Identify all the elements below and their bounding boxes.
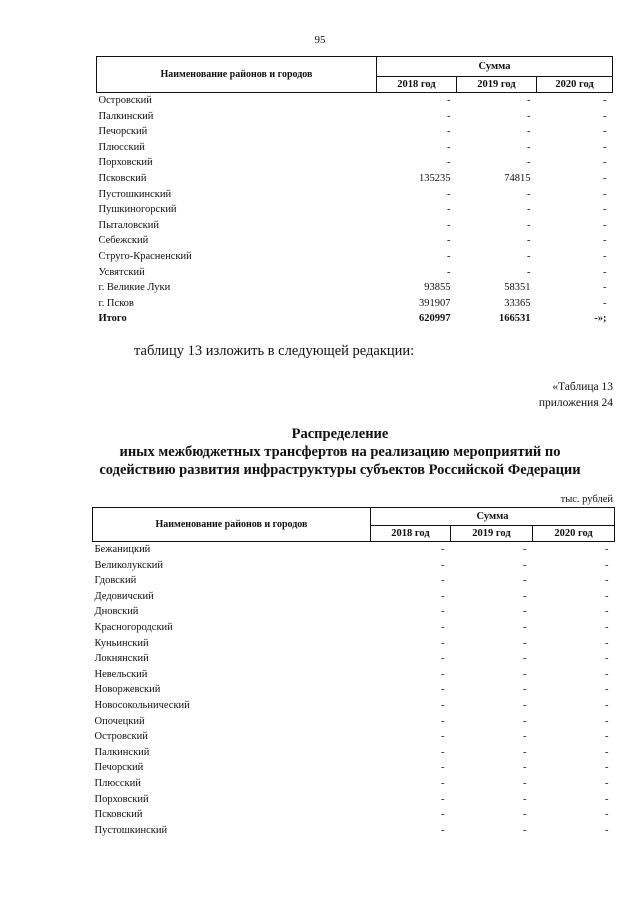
header-name-column: Наименование районов и городов: [93, 508, 371, 542]
value-2018: -: [441, 684, 445, 696]
value-2018: -: [441, 575, 445, 587]
value-2019: -: [527, 110, 531, 122]
value-2020: -: [603, 110, 607, 122]
table-row: [93, 667, 615, 683]
table-row: [97, 124, 613, 140]
value-2019: -: [523, 824, 527, 836]
page-number: 95: [314, 34, 326, 46]
value-2020: -: [605, 590, 609, 602]
value-2018: -: [447, 110, 451, 122]
region-name: г. Псков: [98, 297, 134, 309]
value-2019: -: [523, 699, 527, 711]
value-2018: -: [441, 653, 445, 665]
value-2019: -: [523, 621, 527, 633]
region-name: Островский: [98, 95, 152, 106]
table-row: [93, 823, 615, 839]
region-name: Струго-Красненский: [98, 250, 192, 262]
value-2018: 620997: [419, 313, 451, 325]
table-reference-line2: приложения 24: [538, 397, 613, 409]
value-2019: -: [527, 126, 531, 138]
table-row: [97, 140, 613, 156]
table-row: [97, 233, 613, 249]
region-name: Новосокольнический: [94, 699, 190, 711]
heading-line1: Распределение: [291, 426, 389, 442]
value-2018: -: [441, 824, 445, 836]
value-2018: -: [441, 621, 445, 633]
value-2020: -: [605, 777, 609, 789]
value-2019: -: [527, 250, 531, 262]
value-2018: -: [447, 157, 451, 169]
region-name: Порховский: [98, 157, 153, 169]
table-row: [93, 620, 615, 636]
value-2020: -: [605, 762, 609, 774]
value-2018: -: [441, 731, 445, 743]
value-2019: -: [527, 266, 531, 278]
value-2018: -: [441, 746, 445, 758]
value-2020: -: [605, 575, 609, 587]
table-row: [93, 760, 615, 776]
value-2019: 166531: [499, 313, 531, 325]
table-row: [93, 542, 615, 558]
table-reference-line1: «Таблица 13: [552, 381, 613, 393]
value-2019: -: [523, 746, 527, 758]
value-2019: -: [527, 157, 531, 169]
value-2020: -: [603, 188, 607, 200]
value-2019: -: [523, 809, 527, 821]
value-2019: -: [523, 559, 527, 571]
header-year-2020: 2020 год: [537, 77, 613, 93]
value-2020: -: [603, 250, 607, 262]
table-row: [97, 218, 613, 234]
value-2020: -: [605, 637, 609, 649]
value-2019: -: [527, 204, 531, 216]
value-2018: 93855: [424, 282, 451, 294]
region-name: Пустошкинский: [94, 824, 168, 836]
region-name: Островский: [94, 731, 148, 743]
value-2019: -: [523, 653, 527, 665]
table-row: [93, 573, 615, 589]
header-year-2019: 2019 год: [457, 77, 537, 93]
value-2020: -: [603, 141, 607, 153]
table-row: [97, 93, 613, 109]
value-2018: -: [441, 559, 445, 571]
region-name: Пустошкинский: [98, 188, 172, 200]
value-2019: 58351: [504, 282, 531, 294]
heading-line3: содействию развития инфраструктуры субъектов Российской Федерации: [99, 462, 581, 478]
region-name: Псковский: [94, 809, 143, 821]
value-2019: -: [523, 793, 527, 805]
value-2020: -: [603, 157, 607, 169]
region-name: Порховский: [94, 793, 149, 805]
allocation-table-top: [96, 56, 613, 327]
header-year-2018: 2018 год: [371, 526, 451, 542]
table-row: [93, 745, 615, 761]
region-name: Себежский: [98, 235, 149, 247]
amendment-paragraph: таблицу 13 изложить в следующей редакции:: [134, 343, 415, 359]
table-row: [97, 280, 613, 296]
table-row: [93, 604, 615, 620]
value-2020: -: [605, 621, 609, 633]
value-2020: -: [605, 699, 609, 711]
region-name: Невельский: [94, 668, 148, 680]
value-2019: -: [527, 141, 531, 153]
table-row: [97, 155, 613, 171]
value-2020: -: [605, 653, 609, 665]
value-2020: -: [605, 731, 609, 743]
value-2018: -: [441, 762, 445, 774]
value-2019: -: [523, 575, 527, 587]
value-2018: -: [441, 544, 445, 555]
region-name: Итого: [98, 313, 127, 325]
allocation-table-bottom: [92, 507, 615, 838]
value-2018: 391907: [419, 297, 451, 309]
region-name: Великолукский: [94, 559, 164, 571]
value-2020: -: [603, 219, 607, 231]
header-year-2019: 2019 год: [451, 526, 533, 542]
value-2019: -: [527, 235, 531, 247]
value-2020: -»;: [594, 313, 607, 325]
region-name: Куньинский: [94, 637, 149, 649]
value-2019: -: [523, 731, 527, 743]
value-2018: 135235: [419, 172, 451, 184]
table-row: [93, 807, 615, 823]
table-row: [93, 558, 615, 574]
table-row: [93, 589, 615, 605]
unit-label: тыс. рублей: [560, 494, 613, 505]
value-2020: -: [603, 297, 607, 309]
region-name: Пыталовский: [98, 219, 159, 231]
value-2019: -: [523, 590, 527, 602]
value-2020: -: [605, 715, 609, 727]
heading-line2: иных межбюджетных трансфертов на реализацию мероприятий по: [119, 444, 561, 460]
value-2020: -: [603, 235, 607, 247]
value-2020: -: [605, 684, 609, 696]
value-2020: -: [605, 606, 609, 618]
value-2018: -: [441, 777, 445, 789]
table-row: [97, 249, 613, 265]
value-2018: -: [447, 141, 451, 153]
header-year-2020: 2020 год: [533, 526, 615, 542]
value-2020: -: [603, 266, 607, 278]
value-2018: -: [441, 809, 445, 821]
table-row: [97, 171, 613, 187]
region-name: Опочецкий: [94, 715, 145, 727]
region-name: Печорский: [98, 126, 148, 138]
value-2020: -: [605, 559, 609, 571]
table-row: [97, 109, 613, 125]
table-row: [93, 714, 615, 730]
value-2018: -: [441, 715, 445, 727]
region-name: Палкинский: [94, 746, 150, 758]
value-2018: -: [441, 793, 445, 805]
value-2019: 74815: [504, 172, 531, 184]
value-2018: -: [441, 668, 445, 680]
region-name: Дновский: [94, 606, 139, 618]
header-sum-column: Сумма: [371, 508, 615, 526]
region-name: Печорский: [94, 762, 144, 774]
table-row: [93, 776, 615, 792]
region-name: Плюсский: [98, 141, 145, 153]
value-2019: -: [527, 219, 531, 231]
table-reference: [539, 379, 613, 411]
value-2020: -: [605, 793, 609, 805]
value-2020: -: [605, 668, 609, 680]
value-2020: -: [603, 204, 607, 216]
value-2018: -: [447, 95, 451, 106]
value-2020: -: [603, 95, 607, 106]
value-2019: -: [523, 777, 527, 789]
region-name: Бежаницкий: [94, 544, 151, 555]
value-2019: -: [523, 668, 527, 680]
table-total-row: [97, 311, 613, 327]
value-2018: -: [441, 590, 445, 602]
value-2019: -: [527, 188, 531, 200]
region-name: Гдовский: [94, 575, 137, 587]
table-row: [93, 792, 615, 808]
value-2018: -: [447, 126, 451, 138]
value-2018: -: [447, 188, 451, 200]
value-2019: -: [523, 606, 527, 618]
table-row: [97, 187, 613, 203]
value-2020: -: [603, 282, 607, 294]
value-2019: -: [527, 95, 531, 106]
value-2019: -: [523, 637, 527, 649]
value-2019: 33365: [504, 297, 531, 309]
value-2018: -: [441, 637, 445, 649]
value-2020: -: [605, 824, 609, 836]
value-2019: -: [523, 544, 527, 555]
region-name: Плюсский: [94, 777, 141, 789]
value-2019: -: [523, 715, 527, 727]
header-year-2018: 2018 год: [377, 77, 457, 93]
value-2019: -: [523, 762, 527, 774]
value-2020: -: [605, 544, 609, 555]
header-sum-column: Сумма: [377, 57, 613, 77]
region-name: Красногородский: [94, 621, 173, 633]
value-2018: -: [447, 204, 451, 216]
region-name: Новоржевский: [94, 684, 161, 696]
value-2018: -: [441, 606, 445, 618]
value-2018: -: [447, 266, 451, 278]
region-name: Палкинский: [98, 110, 154, 122]
region-name: Дедовичский: [94, 590, 154, 602]
region-name: Псковский: [98, 172, 147, 184]
value-2020: -: [605, 746, 609, 758]
value-2018: -: [441, 699, 445, 711]
value-2020: -: [603, 126, 607, 138]
value-2018: -: [447, 235, 451, 247]
table-row: [93, 729, 615, 745]
table-row: [97, 202, 613, 218]
table-row: [93, 682, 615, 698]
region-name: Локнянский: [94, 653, 149, 665]
region-name: г. Великие Луки: [98, 282, 171, 294]
value-2018: -: [447, 250, 451, 262]
value-2020: -: [605, 809, 609, 821]
table-row: [93, 651, 615, 667]
value-2018: -: [447, 219, 451, 231]
table-row: [97, 265, 613, 281]
header-name-column: Наименование районов и городов: [97, 57, 377, 93]
region-name: Усвятский: [98, 266, 145, 278]
table-row: [93, 636, 615, 652]
value-2020: -: [603, 172, 607, 184]
table-row: [93, 698, 615, 714]
region-name: Пушкиногорский: [98, 204, 177, 216]
table-top-body: [97, 93, 613, 327]
table-bottom-body: [93, 542, 615, 839]
table-row: [97, 296, 613, 312]
value-2019: -: [523, 684, 527, 696]
table-heading: [40, 425, 640, 479]
